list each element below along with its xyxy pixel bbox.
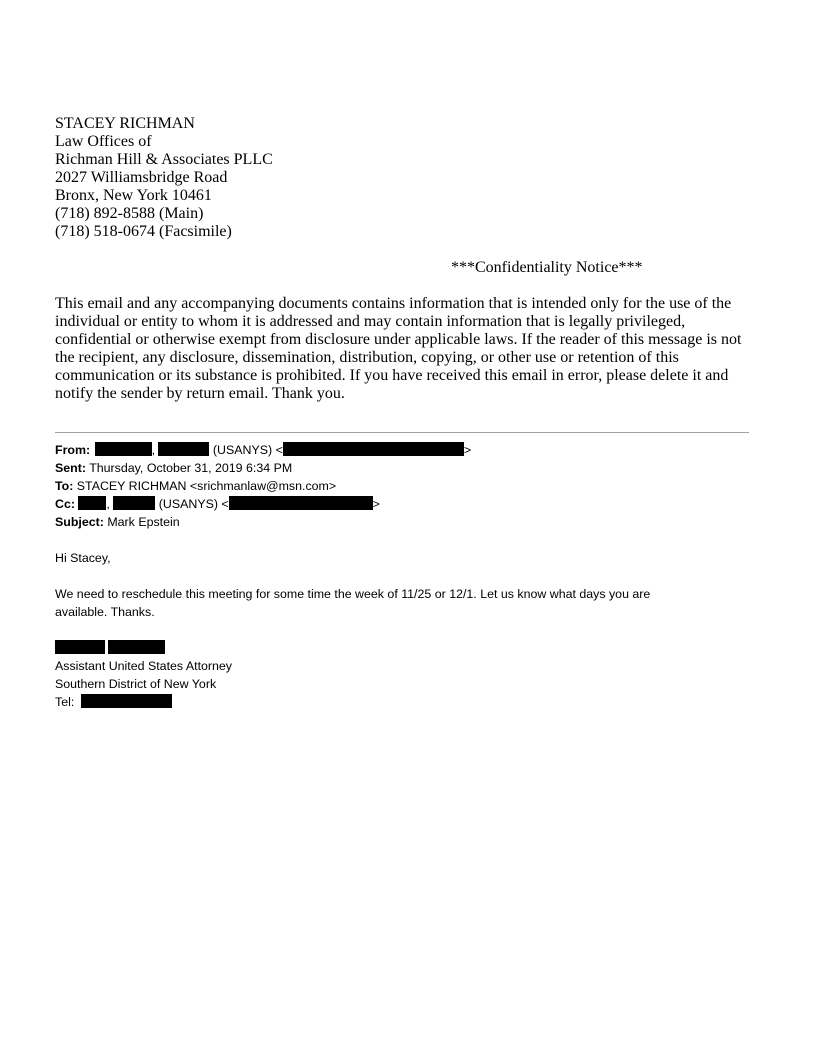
street-address: 2027 Williamsbridge Road — [55, 169, 228, 186]
from-org: (USANYS) < — [212, 443, 283, 457]
redaction-box — [95, 442, 152, 456]
cc-comma: , — [106, 497, 110, 511]
sent-value: Thursday, October 31, 2019 6:34 PM — [89, 461, 293, 475]
sender-title: Assistant United States Attorney — [55, 659, 233, 673]
confidentiality-line: the recipient, any disclosure, dissemination, distribution, copying, or other use or retention of this — [55, 349, 679, 366]
confidentiality-line: individual or entity to whom it is addressed and may contain information that is legally privileged, — [55, 313, 686, 330]
sender-signature — [55, 639, 455, 711]
from-row — [55, 441, 755, 459]
redaction-box — [283, 442, 464, 456]
signature-block — [55, 115, 555, 241]
cc-org: (USANYS) < — [158, 497, 229, 511]
confidentiality-line: communication or its substance is prohibited. If you have received this email in error, please delete it and — [55, 367, 729, 384]
law-offices-line: Law Offices of — [55, 133, 152, 150]
sent-row — [55, 459, 755, 477]
attorney-name: STACEY RICHMAN — [55, 115, 195, 132]
cc-row — [55, 495, 755, 513]
sender-tel-row — [55, 693, 455, 711]
message-body — [55, 585, 755, 621]
from-comma: , — [151, 443, 156, 457]
sender-district: Southern District of New York — [55, 677, 217, 691]
confidentiality-line: confidential or otherwise exempt from disclosure under applicable laws. If the reader of this message is not — [55, 331, 742, 348]
subject-value: Mark Epstein — [107, 515, 180, 529]
cc-label: Cc: — [55, 497, 75, 511]
confidentiality-title: ***Confidentiality Notice*** — [451, 259, 643, 276]
subject-row — [55, 513, 755, 531]
sender-name-row — [55, 639, 455, 657]
confidentiality-line: This email and any accompanying documents contains information that is intended only for the use of the — [55, 295, 732, 312]
email-header — [55, 441, 755, 531]
cc-close: > — [372, 497, 380, 511]
tel-label: Tel: — [55, 695, 75, 709]
redaction-box — [158, 442, 209, 456]
phone-fax: (718) 518-0674 (Facsimile) — [55, 223, 232, 240]
redaction-box — [229, 496, 373, 510]
phone-main: (718) 892-8588 (Main) — [55, 205, 204, 222]
sent-label: Sent: — [55, 461, 86, 475]
redaction-box — [108, 640, 165, 654]
confidentiality-body — [55, 295, 755, 403]
message-line: available. Thanks. — [55, 605, 155, 619]
redaction-box — [81, 694, 172, 708]
divider-line — [55, 432, 749, 433]
message-line: We need to reschedule this meeting for some time the week of 11/25 or 12/1. Let us know what days you are — [55, 587, 651, 601]
greeting: Hi Stacey, — [55, 551, 111, 565]
to-row — [55, 477, 755, 495]
firm-name: Richman Hill & Associates PLLC — [55, 151, 273, 168]
from-label: From: — [55, 443, 91, 457]
from-close: > — [463, 443, 472, 457]
redaction-box — [78, 496, 106, 510]
subject-label: Subject: — [55, 515, 104, 529]
redaction-box — [113, 496, 155, 510]
redaction-box — [55, 640, 105, 654]
city-address: Bronx, New York 10461 — [55, 187, 212, 204]
to-label: To: — [55, 479, 74, 493]
to-value: STACEY RICHMAN <srichmanlaw@msn.com> — [76, 479, 337, 493]
confidentiality-line: notify the sender by return email. Thank you. — [55, 385, 345, 402]
